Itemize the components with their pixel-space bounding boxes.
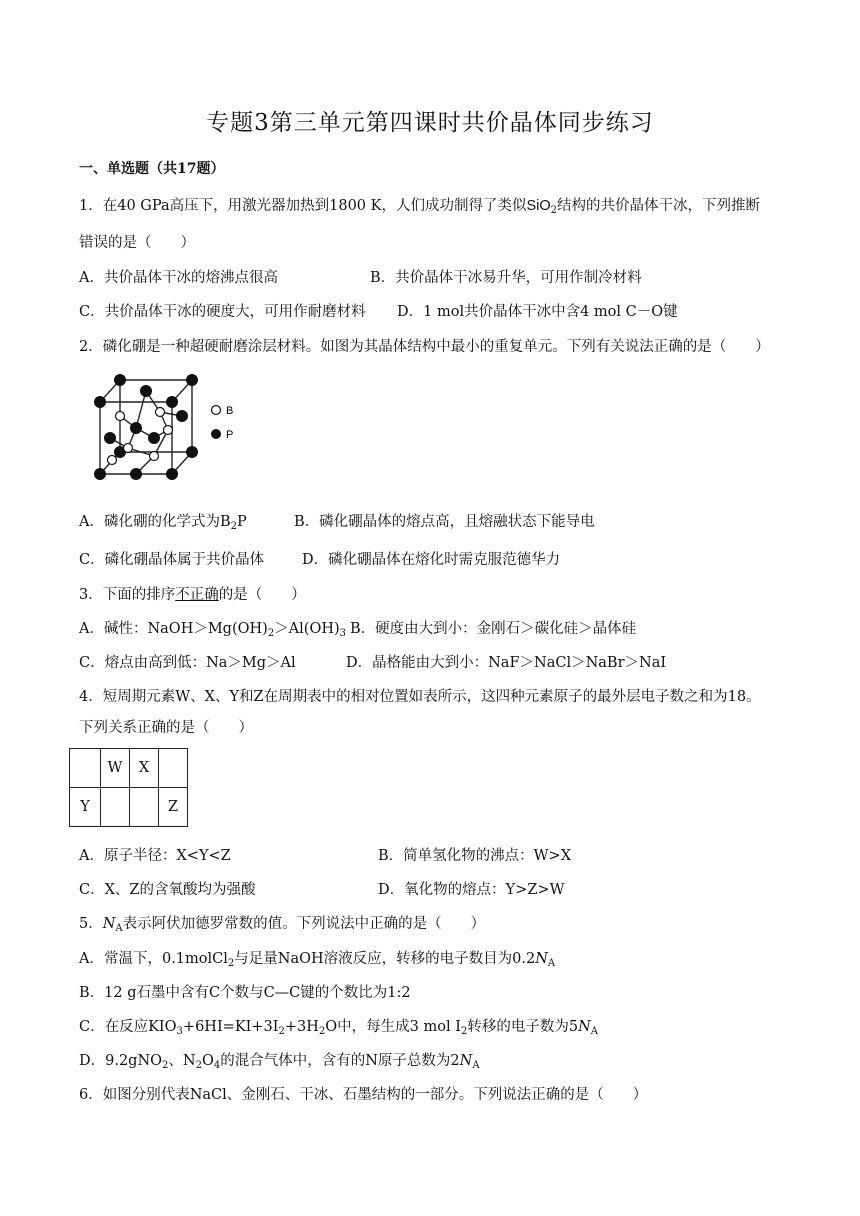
q5-d-text: D．9.2gNO [79,1053,163,1069]
q5-d-sub4: A [472,1060,480,1071]
legend-b-label: B [226,405,234,417]
q5-option-a[interactable] [79,949,555,974]
table-cell: Y [70,788,101,827]
q3-option-c[interactable]: C．熔点由高到低：Na＞Mg＞Al [79,655,296,671]
q5-a-text: A．常温下，0.1molCl [79,951,228,967]
q5-c-sub5: A [590,1026,598,1037]
q3-a-sub2: 3 [339,628,347,639]
page-title: 专题3第三单元第四课时共价晶体同步练习 [206,110,654,136]
q5-c-mid1: +6HI=KI+3I [182,1019,279,1035]
table-cell: W [101,749,130,788]
q4-option-a[interactable]: A．原子半径：X<Y<Z [79,848,231,864]
q5-c-sub1: 3 [176,1026,183,1037]
legend-p-marker [211,429,221,439]
q5-d-mid2: O [201,1053,214,1069]
q2-a-post: P [237,514,247,530]
q4-option-c[interactable]: C．X、Z的含氧酸均为强酸 [79,882,256,898]
q5-a-mid: 与足量NaOH溶液反应，转移的电子数目为0.2 [234,951,536,967]
section-heading: 一、单选题（共17题） [79,161,225,177]
q5-option-b[interactable]: B．12 g石墨中含有C个数与C—C键的个数比为1:2 [79,985,411,1001]
q5-stem-text: 表示阿伏加德罗常数的值。下列说法中正确的是（ ） [122,916,486,932]
q5-c-mid4: 转移的电子数为5 [467,1019,579,1035]
table-cell [159,749,188,788]
q5-option-d[interactable] [79,1051,480,1076]
q1-option-a[interactable]: A．共价晶体干冰的熔沸点很高 [79,270,278,286]
q3-option-d[interactable]: D．晶格能由大到小：NaF＞NaCl＞NaBr＞NaI [346,655,667,671]
q1-option-b[interactable]: B．共价晶体干冰易升华，可用作制冷材料 [370,270,642,286]
table-row [70,749,188,788]
q5-a-sub2: A [547,958,556,969]
periodic-table-fragment [69,748,188,827]
q6-stem: 6．如图分别代表NaCl、金刚石、干冰、石墨结构的一部分。下列说法正确的是（ ） [79,1087,648,1103]
q1-formula-sub: 2 [550,205,558,216]
q3-stem-post: 的是（ ） [218,587,306,603]
q5-na-sub: A [115,923,123,934]
table-row [70,788,188,827]
q2-option-a[interactable] [79,512,247,537]
q5-stem: 5．$N_A$表示阿伏加德罗常数的值。下列说法中正确的是（ ） [79,916,486,934]
q5-d-sub2: 2 [195,1060,202,1071]
q1-formula: SiO [526,198,551,214]
q3-a-text: A．碱性：NaOH＞Mg(OH) [79,621,268,637]
q3-option-b[interactable]: B．硬度由大到小：金刚石＞碳化硅＞晶体硅 [350,621,637,637]
q5-c-mid2: +3H [284,1019,319,1035]
q1-option-d[interactable]: D．1 mol共价晶体干冰中含4 mol C－O键 [397,304,678,320]
table-cell [130,788,159,827]
q5-d-sub3: 4 [213,1060,221,1071]
q3-stem-underlined: 不正确 [175,587,219,603]
q3-a-sub1: 2 [267,628,275,639]
q5-c-sub2: 2 [278,1026,285,1037]
q1-stem-a: 1．在40 GPa高压下，用激光器加热到1800 K，人们成功制得了类似 [79,198,527,214]
q3-stem [79,585,306,605]
q3-stem-pre: 3．下面的排序 [79,587,176,603]
q1-stem-line2: 错误的是（ ） [79,235,195,251]
q5-d-na: N [459,1053,473,1069]
legend-b-marker [212,406,221,415]
q5-d-mid3: 的混合气体中，含有的N原子总数为2 [220,1053,460,1069]
table-cell: X [130,749,159,788]
q5-d-mid: 、N [168,1053,196,1069]
q5-c-sub4: 2 [460,1026,468,1037]
q5-c-sub3: 2 [318,1026,326,1037]
q1-stem-b: 结构的共价晶体干冰，下列推断 [557,198,761,214]
boron-phosphide-crystal-figure [82,368,252,488]
q5-option-c[interactable] [79,1017,598,1042]
q4-stem-line2: 下列关系正确的是（ ） [79,720,253,736]
q2-option-d[interactable]: D．磷化硼晶体在熔化时需克服范德华力 [302,552,561,568]
table-cell: Z [159,788,188,827]
q4-option-b[interactable]: B．简单氢化物的沸点：W>X [378,848,572,864]
table-cell [70,749,101,788]
q5-a-na: N [535,951,548,967]
q1-option-c[interactable]: C．共价晶体干冰的硬度大，可用作耐磨材料 [79,304,366,320]
table-cell [101,788,130,827]
q2-a-text: A．磷化硼的化学式为B [79,514,231,530]
q5-a-sub1: 2 [227,958,235,969]
q2-option-b[interactable]: B．磷化硼晶体的熔点高，且熔融状态下能导电 [294,514,595,530]
q5-na-symbol: N [102,916,116,932]
legend-p-label: P [226,429,234,441]
q5-c-mid3: O中，每生成3 mol I [325,1019,461,1035]
q2-stem: 2．磷化硼是一种超硬耐磨涂层材料。如图为其晶体结构中最小的重复单元。下列有关说法正确的是（ ） [79,339,770,355]
q3-a-mid: ＞Al(OH) [274,621,340,637]
q3-option-a[interactable] [79,619,346,644]
q5-c-text: C．在反应KIO [79,1019,177,1035]
q4-stem-line1: 4．短周期元素W、X、Y和Z在周期表中的相对位置如表所示，这四种元素原子的最外层电子数之和为18。 [79,689,761,705]
q2-a-sub: 2 [230,521,238,532]
q2-option-c[interactable]: C．磷化硼晶体属于共价晶体 [79,552,265,568]
q5-c-na: N [578,1019,591,1035]
q1-stem-line1 [79,196,760,221]
q5-d-sub1: 2 [162,1060,169,1071]
q4-option-d[interactable]: D．氧化物的熔点：Y>Z>W [378,882,565,898]
